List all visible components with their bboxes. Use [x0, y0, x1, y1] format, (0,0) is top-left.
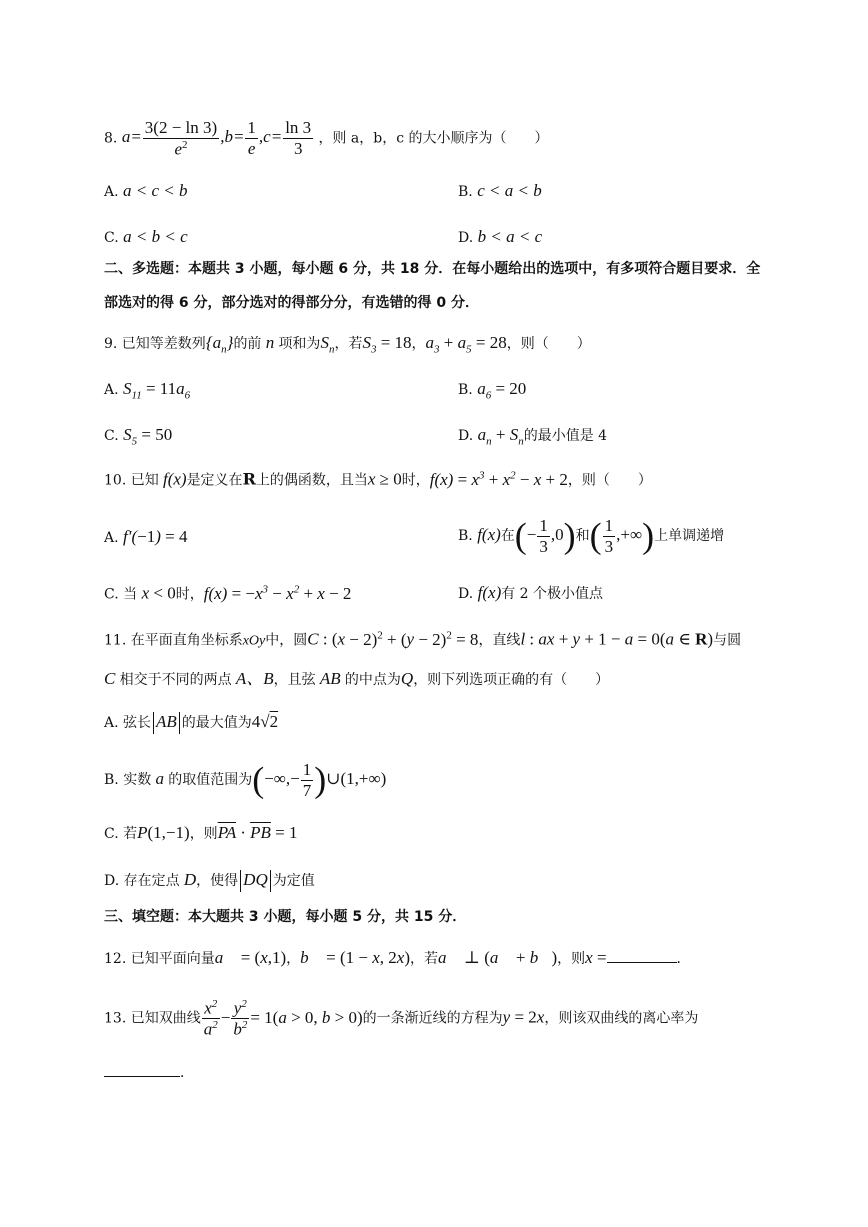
option-label: A.	[104, 530, 119, 546]
math: f′(−1) = 4	[123, 527, 188, 546]
section-2-heading-cont: 部选对的得 6 分，部分选对的得部分分，有选错的得 0 分．	[104, 295, 479, 311]
math: f(x)	[477, 524, 501, 544]
math: DQ	[238, 870, 273, 889]
option-label: A.	[104, 382, 119, 398]
stem-text: 9. 已知等差数列	[104, 336, 206, 352]
option-text: D. 存在定点	[104, 872, 180, 889]
option-text: 在	[500, 527, 515, 544]
math: $a_6 = 20$	[477, 379, 527, 402]
option-label: D.	[458, 428, 474, 444]
question-13-stem	[104, 998, 698, 1039]
math: A、B	[231, 669, 274, 688]
stem-text: 的前	[233, 336, 262, 352]
option-text: 的最大值为	[181, 714, 252, 731]
stem-text: 10. 已知	[104, 472, 159, 489]
math: $f(x) = x^3 + x^2 - x + 2$	[429, 469, 568, 489]
math: C : $(x - 2)^2 + (y - 2)^2 = 8$	[307, 629, 479, 649]
option-label: B.	[458, 527, 473, 544]
math: D	[179, 869, 197, 889]
math: $S_{11} = 11a_6$	[123, 379, 191, 402]
stem-text: ．	[180, 1065, 194, 1081]
option-text: ，使得	[196, 872, 239, 889]
option-text: a < b < c	[123, 227, 188, 246]
option-text: 的取值范围为	[168, 771, 253, 788]
math: a⃗ = (x,1)	[214, 948, 287, 967]
math: C	[104, 669, 120, 688]
math: Q	[400, 669, 414, 688]
option-text: 为定值	[272, 872, 315, 889]
option-text: 时，	[175, 586, 204, 603]
math: (−∞,− $\frac{1}{7}$ )∪(1,+∞)	[252, 759, 387, 800]
stem-text: 上的偶函数，且当	[255, 472, 368, 489]
q8-option-b	[458, 182, 542, 199]
q11-option-b	[104, 760, 386, 800]
math: (− $\frac{1}{3}$ ,0)	[514, 515, 576, 556]
stem-text: ，若	[410, 951, 439, 967]
math: $\frac{x^2}{a^2}$ − $\frac{y^2}{b^2}$ = 1(a > 0, b > 0)	[203, 998, 363, 1039]
question-10-stem	[104, 470, 652, 488]
math: n	[261, 333, 279, 352]
q11-option-a	[104, 712, 278, 734]
math: R	[242, 469, 256, 489]
stem-text: ，若	[334, 336, 363, 352]
q8-formula: a= $\frac{3(2 - \ln 3)}{e^2}$ ,b= $\frac{1}{e}$ ,c= $\frac{\ln 3}{3}$	[121, 118, 312, 159]
q9-option-d	[458, 426, 607, 447]
math: AB	[315, 669, 345, 688]
math: $S_n$	[320, 333, 335, 356]
math: f(x)	[477, 583, 502, 602]
stem-text: 13. 已知双曲线	[104, 1010, 201, 1027]
section-2-heading: 二、多选题：本题共 3 小题，每小题 6 分，共 18 分．在每小题给出的选项中，有多项符合题目要求．全	[104, 261, 761, 277]
q8-option-c	[104, 228, 188, 245]
option-label: C.	[104, 230, 119, 246]
stem-text: 11. 在平面直角坐标系	[104, 632, 243, 649]
q10-option-b	[458, 516, 724, 556]
option-label: C. 当	[104, 586, 138, 603]
option-text: ，则	[189, 826, 218, 842]
math: a	[151, 768, 169, 788]
math: a⃗ ⊥ (a⃗ + b⃗)	[438, 948, 558, 967]
math: l : ax + y + 1 − a = 0(a ∈ R)	[520, 629, 714, 649]
math: $a_n + S_n$	[477, 425, 524, 448]
option-text: a < c < b	[123, 181, 188, 200]
option-text: 和	[575, 527, 590, 544]
question-12-stem	[104, 948, 691, 966]
math: xOy	[242, 633, 266, 649]
answer-blank[interactable]	[104, 1062, 180, 1077]
option-label: B.	[458, 382, 473, 398]
math: $a_3 + a_5 = 28$	[425, 333, 507, 356]
stem-text: ，则（ ）	[506, 336, 591, 352]
stem-text: 时，	[401, 472, 430, 489]
option-text: b < a < c	[477, 227, 543, 246]
q8-option-d	[458, 228, 542, 245]
math: b⃗ = (1 − x, 2x)	[300, 948, 411, 967]
stem-text: 相交于不同的两点	[119, 672, 232, 688]
stem-text: 是定义在	[186, 472, 243, 489]
option-label: D.	[458, 230, 474, 246]
stem-text: ，直线	[478, 632, 521, 649]
math: x ≥ 0	[367, 469, 402, 489]
option-text: c < a < b	[477, 181, 542, 200]
stem-text: 12. 已知平面向量	[104, 951, 215, 967]
stem-text: 的中点为	[344, 672, 401, 688]
option-text: 有 2 个极小值点	[501, 586, 604, 602]
math: $\overline{PA} \cdot \overline{PB} = 1$	[217, 823, 298, 842]
stem-text: ，则	[557, 951, 586, 967]
question-9-stem: 9. 已知等差数列$\{a_n\}$的前 n 项和为$S_n$，若$S_3 = 18$，$a_3 + a_5 = 28$，则（ ）	[104, 333, 591, 356]
math: x =	[585, 948, 607, 967]
math: y = 2x	[502, 1007, 545, 1027]
math: AB	[151, 712, 182, 731]
stem-text: 与圆	[713, 632, 742, 649]
q10-option-a	[104, 528, 187, 545]
option-text: 上单调递增	[654, 527, 725, 544]
option-text: 的最小值是 4	[523, 428, 608, 444]
option-text: B. 实数	[104, 771, 152, 788]
answer-blank[interactable]	[607, 948, 677, 963]
math: $S_3 = 18$	[362, 333, 412, 356]
question-13-answer	[104, 1062, 194, 1080]
math: $S_5 = 50$	[123, 425, 173, 448]
option-text: A. 弦长	[104, 714, 152, 731]
q9-option-c	[104, 426, 172, 447]
q11-option-d	[104, 870, 315, 892]
section-3-heading: 三、填空题：本大题共 3 小题，每小题 5 分，共 15 分．	[104, 909, 467, 925]
stem-text: ，则（ ）	[567, 472, 652, 489]
question-11-stem	[104, 630, 741, 649]
stem-text: ，则该双曲线的离心率为	[544, 1010, 699, 1027]
option-label: D.	[458, 586, 474, 602]
math: P(1,−1)	[137, 823, 190, 842]
stem-text: ，则下列选项正确的有（ ）	[413, 672, 610, 688]
q9-option-b	[458, 380, 526, 401]
option-label: B.	[458, 184, 473, 200]
option-text: C. 若	[104, 826, 138, 842]
question-8-stem	[104, 118, 549, 159]
math: ( $\frac{1}{3}$ ,+∞)	[589, 515, 655, 556]
math: f(x)	[158, 469, 187, 489]
q8-stem-text: ，则 a，b，c 的大小顺序为（ ）	[318, 130, 549, 147]
option-label: A.	[104, 184, 119, 200]
q10-option-d	[458, 584, 603, 601]
option-label: C.	[104, 428, 119, 444]
question-11-stem-cont	[104, 670, 609, 687]
q10-option-c	[104, 584, 351, 602]
q9-option-a	[104, 380, 190, 401]
question-number: 8.	[104, 130, 118, 147]
stem-text: ．	[676, 951, 691, 967]
math: $\{a_n\}$	[205, 333, 234, 356]
q8-option-a	[104, 182, 188, 199]
stem-text: 项和为	[278, 336, 321, 352]
math: 4√2	[251, 711, 279, 731]
stem-text: 的一条渐近线的方程为	[362, 1010, 503, 1027]
stem-text: 中，圆	[265, 632, 308, 649]
stem-text: ，且弦	[273, 672, 316, 688]
math: $f(x) = -x^3 - x^2 + x - 2$	[203, 583, 352, 603]
stem-text: ，	[286, 951, 301, 967]
math: x < 0	[141, 583, 176, 603]
q11-option-c	[104, 824, 298, 841]
